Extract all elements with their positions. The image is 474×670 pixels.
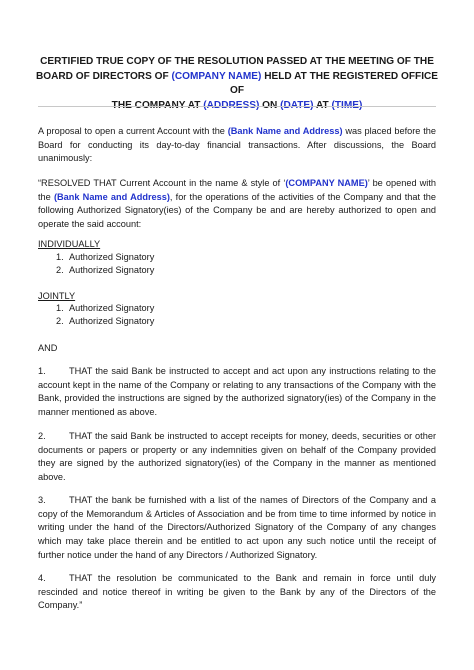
clause-number: 3. [38, 495, 46, 505]
title-text: THE COMPANY AT [111, 99, 204, 111]
clause-1 [38, 365, 436, 420]
clause-text: THAT the resolution be communicated to the Bank and remain in force until duly rescinded and notice thereof in writing be given to the Bank by any of the Directors of the Company.” [38, 573, 436, 611]
intro-paragraph [38, 125, 436, 166]
address-placeholder: (ADDRESS) [203, 99, 260, 111]
clause-number: 2. [38, 431, 46, 441]
individually-heading: INDIVIDUALLY [38, 239, 101, 249]
clause-3 [38, 494, 436, 563]
bank-name-placeholder: (Bank Name and Address) [53, 191, 170, 202]
list-text: Authorized Signatory [69, 265, 155, 275]
resolution-paragraph [38, 177, 436, 232]
list-item [56, 252, 154, 262]
clause-number: 1. [38, 366, 46, 376]
company-name-placeholder: (COMPANY NAME) [171, 70, 262, 82]
list-item [56, 303, 154, 313]
clause-2 [38, 430, 436, 485]
title-line-1: CERTIFIED TRUE COPY OF THE RESOLUTION PASSED AT THE MEETING OF THE [40, 56, 434, 67]
clause-text: THAT the bank be furnished with a list of the names of Directors of the Company and a copy of the Memorandum & Articles of Association and be from time to time informed by notice in writing under the hand of the Directors/Authorized Signatory of the Company of any changes which may take place therein and be entitled to act upon any such notice until the receipt of further notice under the hand of any Directors / Authorized Signatory. [38, 495, 436, 560]
list-number: 1. [56, 252, 64, 262]
document-title [30, 55, 444, 113]
list-text: Authorized Signatory [69, 252, 155, 262]
list-item [56, 265, 154, 275]
intro-text: A proposal to open a current Account with the [38, 126, 228, 136]
jointly-heading: JOINTLY [38, 291, 76, 301]
company-name-placeholder: (COMPANY NAME) [285, 178, 368, 188]
list-item [56, 316, 154, 326]
title-divider [38, 106, 436, 107]
time-placeholder: (TIME) [331, 99, 363, 111]
and-separator: AND [38, 343, 58, 353]
date-placeholder: (DATE) [280, 99, 314, 111]
clause-number: 4. [38, 573, 46, 583]
title-text: BOARD OF DIRECTORS OF [35, 70, 172, 82]
title-line-2 [30, 70, 444, 99]
resolution-text: ’ be opened with the [38, 178, 436, 202]
list-number: 2. [56, 316, 64, 326]
bank-name-placeholder: (Bank Name and Address) [227, 126, 343, 136]
resolution-text: “RESOLVED THAT Current Account in the name & style of ‘ [38, 178, 286, 188]
title-text: AT [313, 99, 332, 111]
list-number: 1. [56, 303, 64, 313]
clause-text: THAT the said Bank be instructed to accept receipts for money, deeds, securities or other documents or papers or property or any indemnities given on behalf of the Company provided they are signed by the authorized signatory(ies) of the Company in the manner as mentioned above. [38, 431, 436, 483]
list-number: 2. [56, 265, 64, 275]
resolution-text: , for the operations of the activities of the Company and that the following Authorized Signatory(ies) of the Company be and are hereby authorized to open and operate the said account: [38, 191, 436, 230]
intro-text: was placed before the Board for conducting its day-to-day financial transactions. After discussions, the Board unanimously: [38, 126, 436, 164]
clause-4 [38, 572, 436, 613]
title-text: HELD AT THE REGISTERED OFFICE OF [229, 70, 439, 96]
title-text: ON [259, 99, 281, 111]
clause-text: THAT the said Bank be instructed to accept and act upon any instructions relating to the account kept in the name of the Company or relating to any transactions of the Company with the Bank, provided the instructions are signed by the authorized signatory(ies) of the Company in the manner mentioned as above. [38, 366, 436, 418]
list-text: Authorized Signatory [69, 303, 155, 313]
list-text: Authorized Signatory [69, 316, 155, 326]
